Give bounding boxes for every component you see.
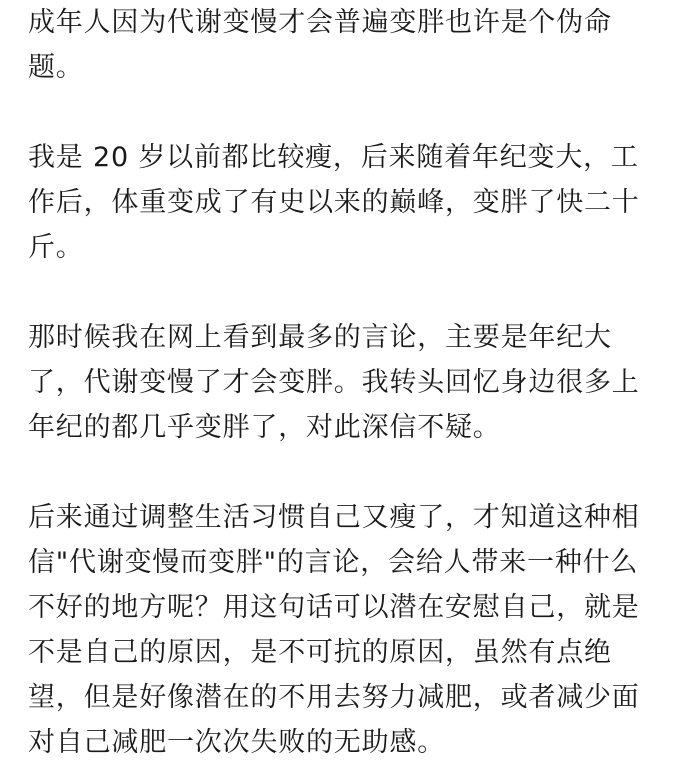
- paragraph-4: 后来通过调整生活习惯自己又瘦了，才知道这种相信"代谢变慢而变胖"的言论，会给人带来一种什么不好的地方呢？用这句话可以潜在安慰自己，就是不是自己的原因，是不可抗的原因，虽然有点绝望，但是好像潜在的不用去努力减肥，或者减少面对自己减肥一次次失败的无助感。: [28, 502, 640, 758]
- paragraph-2: 我是 20 岁以前都比较瘦，后来随着年纪变大，工作后，体重变成了有史以来的巅峰，变胖了快二十斤。: [28, 142, 640, 263]
- paragraph-3: 那时候我在网上看到最多的言论，主要是年纪大了，代谢变慢了才会变胖。我转头回忆身边很多上年纪的都几乎变胖了，对此深信不疑。: [28, 322, 640, 443]
- paragraph-1: 成年人因为代谢变慢才会普遍变胖也许是个伪命题。: [28, 7, 612, 83]
- article-body: [28, 0, 662, 765]
